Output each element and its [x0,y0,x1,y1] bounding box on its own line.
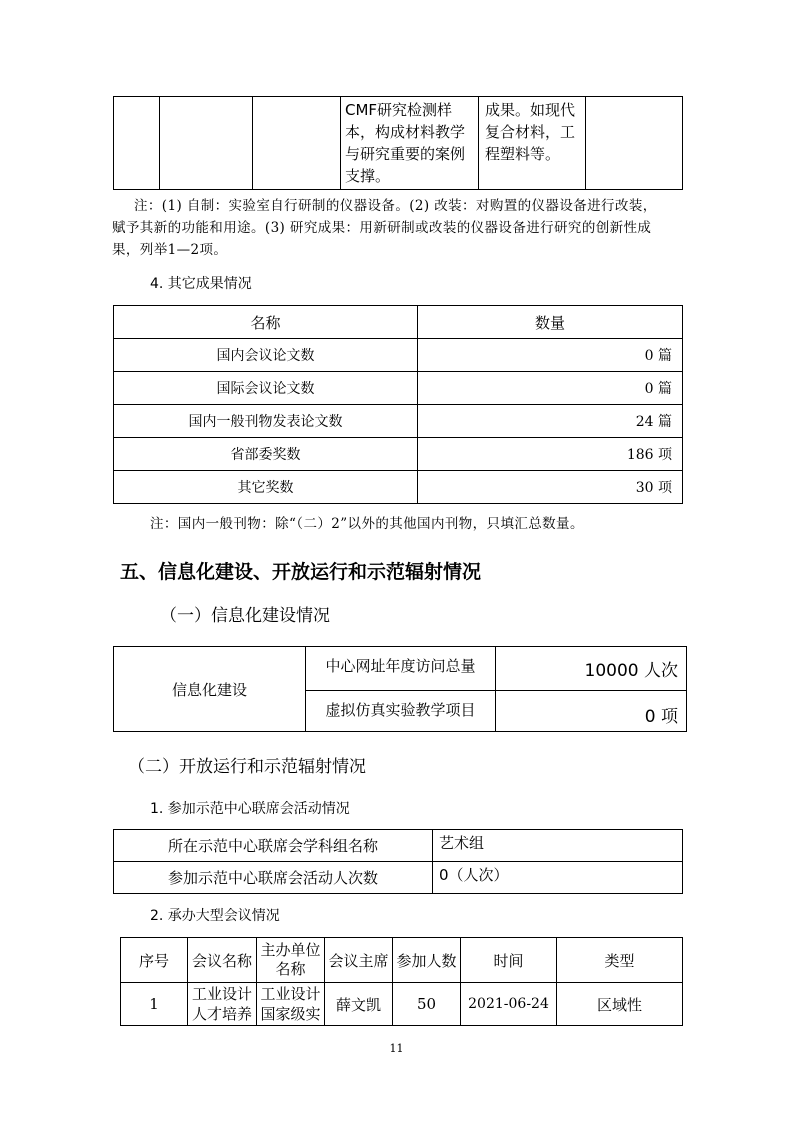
info-row-value: 10000 人次 [496,647,687,691]
note-instrument-types: 注：(1) 自制：实验室自行研制的仪器设备。(2) 改装：对购置的仪器设备进行改装，赋予其新的功能和用途。(3) 研究成果：用新研制或改装的仪器设备进行研究的创新性成果，列举1—2项。 [112,198,657,258]
header-meeting-name: 会议名称 [188,938,257,983]
table-row-name: 国内会议论文数 [114,339,418,372]
cell-no: 1 [121,983,188,1026]
header-type: 类型 [557,938,683,983]
other-results-table [113,305,683,504]
info-row-name: 虚拟仿真实验教学项目 [306,691,496,732]
cell-type: 区域性 [557,983,683,1026]
item1-title: 1. 参加示范中心联席会活动情况 [150,801,350,817]
top-cell-2 [160,97,253,190]
top-cell-3 [253,97,341,190]
top-cell-6 [586,97,683,190]
cell-attendees: 50 [393,983,461,1026]
table-row-name: 省部委奖数 [114,438,418,471]
table-row-value: 0 篇 [418,372,683,405]
joint-row-name: 参加示范中心联席会活动人次数 [114,862,433,894]
chapter5-title: 五、信息化建设、开放运行和示范辐射情况 [120,561,482,583]
sub2-title: （二）开放运行和示范辐射情况 [128,757,366,777]
header-quantity: 数量 [418,306,683,339]
top-cell-col5: 成果。如现代复合材料，工程塑料等。 [479,97,586,190]
joint-row-value: 0（人次） [433,862,683,894]
table-row-name: 其它奖数 [114,471,418,504]
info-label: 信息化建设 [114,647,306,732]
cell-meeting-name: 工业设计人才培养 [188,983,257,1026]
header-name: 名称 [114,306,418,339]
header-attendees: 参加人数 [393,938,461,983]
header-no: 序号 [121,938,188,983]
table-row-value: 24 篇 [418,405,683,438]
table-row-value: 0 篇 [418,339,683,372]
cell-chair: 薛文凯 [325,983,393,1026]
info-construction-table [113,646,687,732]
info-row-name: 中心网址年度访问总量 [306,647,496,691]
cell-date: 2021-06-24 [461,983,557,1026]
table-row-name: 国际会议论文数 [114,372,418,405]
top-cell-col4: CMF研究检测样本，构成材料教学与研究重要的案例支撑。 [341,97,479,190]
joint-row-name: 所在示范中心联席会学科组名称 [114,830,433,862]
meeting-host-table [120,937,683,1026]
top-continuation-table [113,96,683,190]
page-number: 11 [389,1042,404,1055]
table-row-value: 30 项 [418,471,683,504]
joint-row-value: 艺术组 [433,830,683,862]
top-cell-1 [114,97,160,190]
table-row-name: 国内一般刊物发表论文数 [114,405,418,438]
cell-organizer: 工业设计国家级实 [257,983,325,1026]
item2-title: 2. 承办大型会议情况 [150,908,280,924]
table-row-value: 186 项 [418,438,683,471]
note-journal-definition: 注：国内一般刊物：除“（二）2”以外的其他国内刊物，只填汇总数量。 [150,516,584,532]
sub1-title: （一）信息化建设情况 [160,606,330,626]
section4-title: 4. 其它成果情况 [150,276,252,292]
info-row-value: 0 项 [496,691,687,732]
header-organizer: 主办单位名称 [257,938,325,983]
joint-meeting-table [113,829,683,894]
header-chair: 会议主席 [325,938,393,983]
header-date: 时间 [461,938,557,983]
